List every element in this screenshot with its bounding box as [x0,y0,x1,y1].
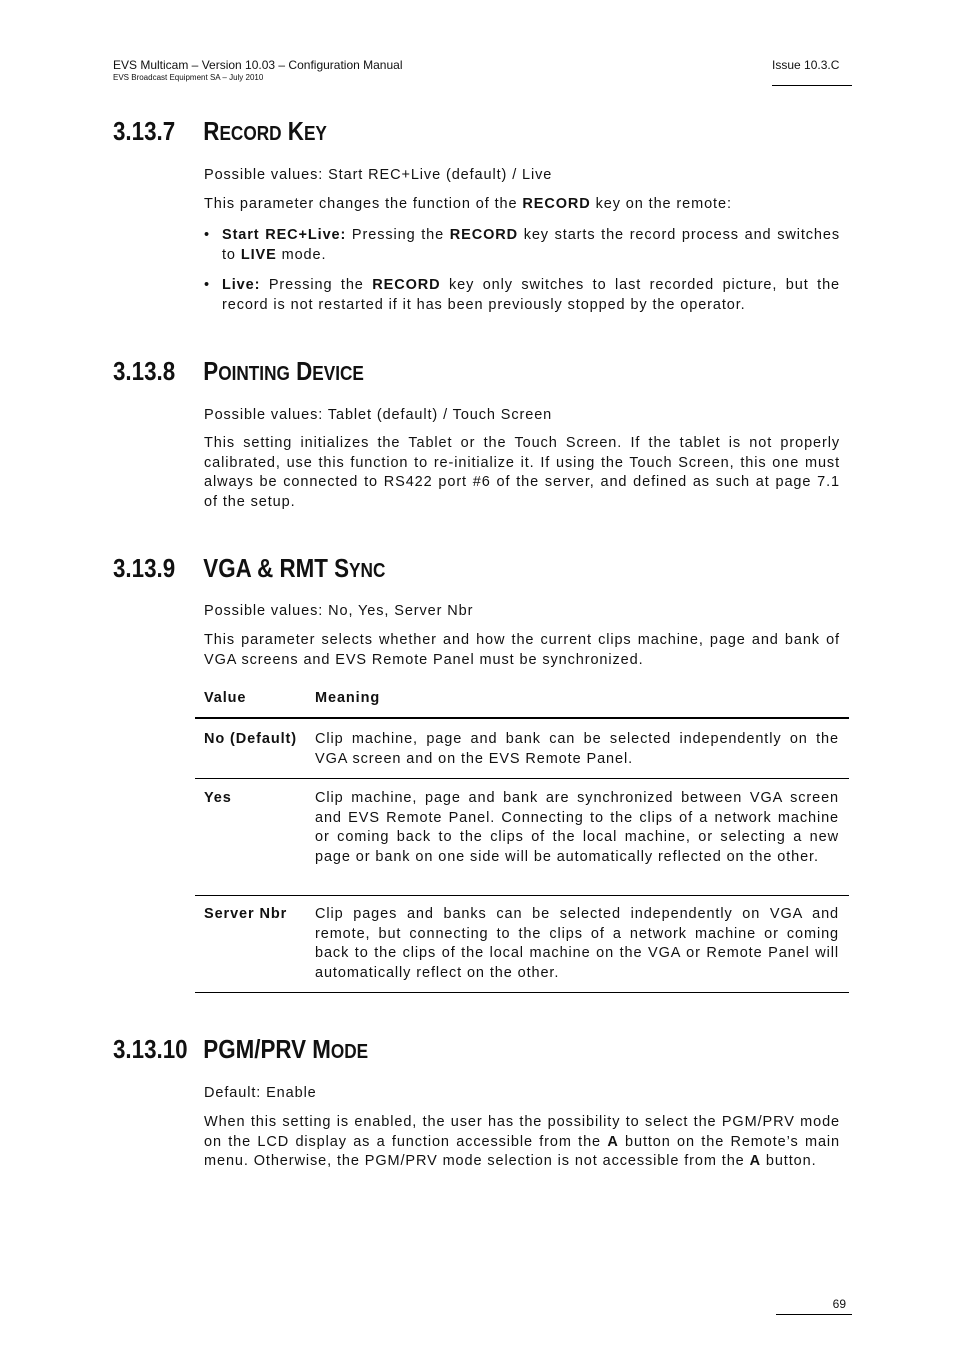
record-key-description: This parameter changes the function of the RECORD key on the remote: [204,196,732,212]
issue-label: Issue 10.3.C [772,58,840,72]
table-bottom-rule [195,992,849,993]
table-cell-value: No (Default) [204,731,297,747]
publisher-line: EVS Broadcast Equipment SA – July 2010 [113,73,264,82]
table-cell-meaning: Clip pages and banks can be selected independently on VGA and remote, but connecting to the clips of a network machine or coming back to the clips of the local machine on the VGA or Remote Panel will automatically reflect on the other. [315,906,839,981]
section-heading-pointing-device: 3.13.8 POINTING DEVICE [113,356,364,386]
table-cell-value: Yes [204,790,232,806]
section-heading-pgm-prv-mode: 3.13.10 PGM/PRV MODE [113,1034,369,1064]
column-header-meaning: Meaning [315,690,381,706]
column-header-value: Value [204,690,247,706]
page-number: 69 [832,1297,846,1311]
table-header-rule [195,717,849,719]
possible-values: Possible values: Tablet (default) / Touch Screen [204,407,553,423]
page-header [113,58,403,83]
bullet-dot-icon: • [204,277,210,293]
table-row [195,789,849,867]
table-row [195,905,849,983]
vga-sync-table [195,689,849,981]
table-cell-meaning: Clip machine, page and bank can be selected independently on the VGA screen and on the EVS Remote Panel. [315,731,839,767]
section-heading-record-key: 3.13.7 RECORD KEY [113,116,327,146]
pointing-device-description: This setting initializes the Tablet or the Touch Screen. If the tablet is not properly calibrated, use this function to re-initialize it. If using the Touch Screen, this one must always be connected to RS422 port #6 of the server, and defined as such at page 7.1 of the setup. [204,435,840,510]
section-number: 3.13.7 [113,116,176,146]
table-row [195,730,849,769]
section-heading-vga-rmt-sync: 3.13.9 VGA & RMT SYNC [113,553,386,583]
section-number: 3.13.9 [113,553,176,583]
possible-values: Possible values: No, Yes, Server Nbr [204,603,474,619]
section-number: 3.13.8 [113,356,176,386]
section-number: 3.13.10 [113,1034,188,1064]
table-header-row [195,689,849,717]
default-value: Default: Enable [204,1085,317,1101]
table-cell-value: Server Nbr [204,906,288,922]
header-rule [772,85,852,86]
document-title: EVS Multicam – Version 10.03 – Configuration Manual [113,58,403,72]
bullet-dot-icon: • [204,227,210,243]
table-cell-meaning: Clip machine, page and bank are synchronized between VGA screen and EVS Remote Panel. Connecting to the clips of a network machine or coming back to the clips of the local machine, or selecting a new page or bank on one side will be automatically reflected on the other. [315,790,839,865]
pgm-prv-description: When this setting is enabled, the user has the possibility to select the PGM/PRV mode on the LCD display as a function accessible from the A button on the Remote’s main menu. Otherwise, the PGM/PRV mode selection is not accessible from the A button. [204,1114,840,1169]
footer-rule [776,1314,852,1315]
table-row-rule [195,895,849,896]
possible-values: Possible values: Start REC+Live (default) / Live [204,167,553,183]
vga-sync-description: This parameter selects whether and how the current clips machine, page and bank of VGA screens and EVS Remote Panel must be synchronized. [204,632,840,668]
table-row-rule [195,778,849,779]
bullet-live: • Live: Pressing the RECORD key only switches to last recorded picture, but the record is not restarted if it has been previously stopped by the operator. [204,277,840,313]
bullet-start-rec-live: • Start REC+Live: Pressing the RECORD key starts the record process and switches to LIVE mode. [204,227,840,263]
